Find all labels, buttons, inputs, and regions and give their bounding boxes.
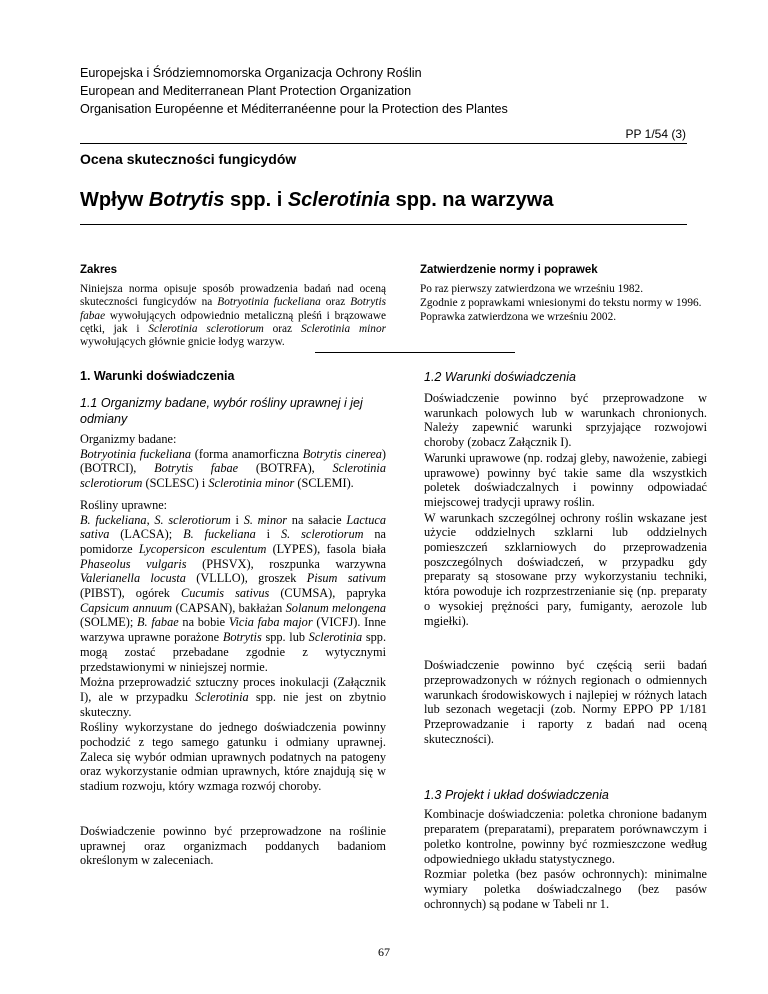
conditions-paragraph-4: Doświadczenie powinno być częścią serii badań przeprowadzonych w różnych regionach o odmiennych warunkach środowiskowych i najlepiej w różnych latach lub sezonach wegetacji (zob. Normy EPPO PP 1/181 Przeprowadzanie i raporty z badań nad oceną skuteczności). [424,658,707,746]
page-subtitle: Ocena skuteczności fungicydów [80,151,297,167]
org-name-fr: Organisation Européenne et Méditerranéenne pour la Protection des Plantes [80,102,508,116]
conduct-paragraph: Doświadczenie powinno być przeprowadzone na roślinie uprawnej oraz organizmach poddanych badaniom określonym w zaleceniach. [80,823,386,868]
section-1-3-body [424,807,707,911]
scope-section [80,264,386,349]
section-1-2-heading: 1.2 Warunki doświadczenia [424,370,576,384]
design-paragraph-2: Rozmiar poletka (bez pasów ochronnych): minimalne wymiary poletka doświadczalnego (bez pasów ochronnych) są podane w Tabeli nr 1. [424,867,707,911]
organisms-label: Organizmy badane: [80,432,177,446]
section-1-1-body [80,432,386,868]
scope-text: Niniejsza norma opisuje sposób prowadzenia badań nad oceną skuteczności fungicydów na Botryotinia fuckeliana oraz Botrytis fabae wywołujących odpowiednio metaliczną pleśń i brązowawe cętki, jak i Sclerotinia sclerotiorum oraz Sclerotinia minor wywołujących głównie gnicie łodyg warzyw. [80,283,386,349]
section-1-3-heading: 1.3 Projekt i układ doświadczenia [424,788,609,803]
inoculation-paragraph: Można przeprowadzić sztuczny proces inokulacji (Załącznik I), ale w przypadku Sclerotinia spp. nie jest on zbytnio skuteczny. [80,675,386,719]
page-title: Wpływ Botrytis spp. i Sclerotinia spp. na warzywa [80,189,554,211]
conditions-paragraph-1: Doświadczenie powinno być przeprowadzone w warunkach polowych lub w warunkach chronionych. Należy zapewnić warunki sprzyjające rozwojowi choroby (zobacz Załącznik I). [424,391,707,450]
plants-paragraph: Rośliny wykorzystane do jednego doświadczenia powinny pochodzić z tego samego gatunku i odmiany uprawnej. Zaleca się wybór odmian uprawnych podatnych na patogeny oraz wykorzystanie odmian uprawnych, które znajdują się w stadium rozwoju, który wzmaga rozwój choroby. [80,720,386,794]
section-separator [315,352,515,353]
scope-heading: Zakres [80,264,118,276]
section-1-2-body [424,391,707,746]
section-1-heading: 1. Warunki doświadczenia [80,369,235,383]
title-divider [80,224,687,225]
crops-label: Rośliny uprawne: [80,497,168,512]
approval-text [420,283,708,324]
left-column [80,369,386,868]
approval-heading: Zatwierdzenie normy i poprawek [420,264,598,276]
standard-code: PP 1/54 (3) [625,127,686,141]
organization-names [80,64,508,118]
approval-first: Po raz pierwszy zatwierdzona we wrześniu 1982. [420,283,644,295]
approval-section [420,264,708,324]
org-name-pl: Europejska i Śródziemnomorska Organizacja Ochrony Roślin [80,66,422,80]
approval-amendments: Zgodnie z poprawkami wniesionymi do tekstu normy w 1996. Poprawka zatwierdzona we wrześniu 2002. [420,297,702,323]
design-paragraph-1: Kombinacje doświadczenia: poletka chronione badanym preparatem (preparatami), preparatem porównawczym i poletko kontrolne, powinny być rozmieszczone według odpowiedniego układu statystycznego. [424,807,707,866]
organisms-list: Botryotinia fuckeliana (forma anamorficzna Botrytis cinerea) (BOTRCI), Botrytis fabae (BOTRFA), Sclerotinia sclerotiorum (SCLESC) i Sclerotinia minor (SCLEMI). [80,446,386,491]
section-1-1-heading: 1.1 Organizmy badane, wybór rośliny uprawnej i jej odmiany [80,396,363,426]
org-name-en: European and Mediterranean Plant Protection Organization [80,84,412,98]
header-divider [80,143,687,144]
crops-list: B. fuckeliana, S. sclerotiorum i S. minor na sałacie Lactuca sativa (LACSA); B. fuckeliana i S. sclerotiorum na pomidorze Lycopersicon esculentum (LYPES), fasola biała Phaseolus vulgaris (PHSVX), roszpunka warzywna Valerianella locusta (VLLLO), groszek Pisum sativum (PIBST), ogórek Cucumis sativus (CUMSA), papryka Capsicum annuum (CAPSAN), bakłażan Solanum melongena (SOLME); B. fabae na bobie Vicia faba major (VICFJ). Inne warzywa uprawne porażone Botrytis spp. lub Sclerotinia spp. mogą zostać przebadane zgodnie z wytycznymi przedstawionymi w niniejszej normie. [80,512,387,674]
conditions-paragraph-2: Warunki uprawowe (np. rodzaj gleby, nawożenie, zabiegi uprawowe) powinny być takie same dla wszystkich poletek doświadczalnych i powinny odpowiadać miejscowej tradycji uprawy roślin. [424,450,707,509]
page-number: 67 [378,945,390,959]
conditions-paragraph-3: W warunkach szczególnej ochrony roślin wskazane jest użycie oddzielnych szklarni lub oddzielnych pomieszczeń szklarniowych do przeprowadzenia poszczególnych doświadczeń, w przypadku gdy preparaty są stosowane przy wykorzystaniu techniki, która powoduje ich rozprzestrzenianie się (np. preparaty o wysokiej prężności pary, fumiganty, aerozole lub mgiełki). [424,510,707,628]
right-column [424,369,707,911]
